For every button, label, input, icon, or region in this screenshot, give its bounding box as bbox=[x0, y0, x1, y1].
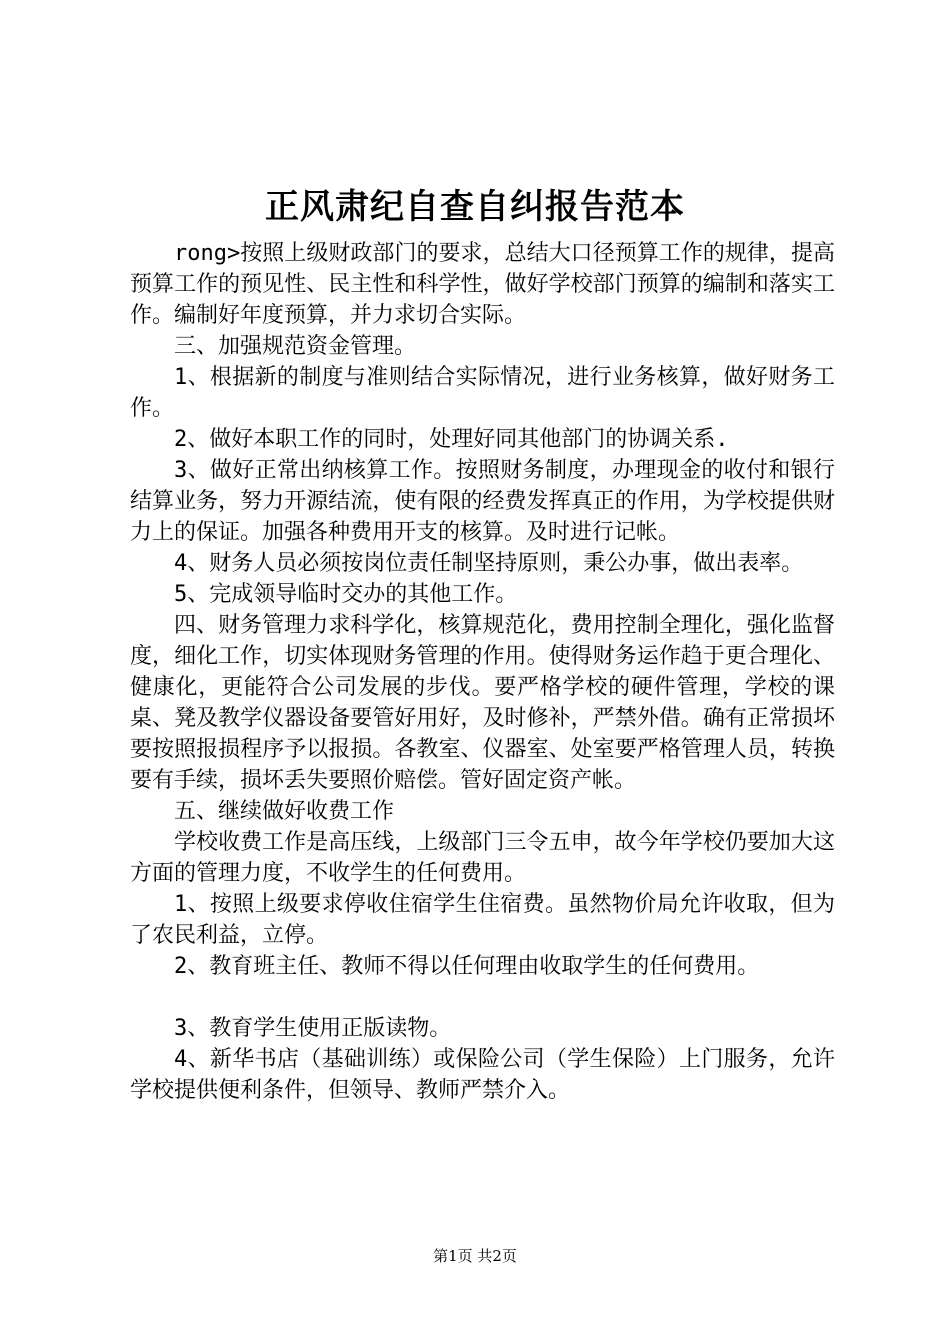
page-number-footer: 第1页 共2页 bbox=[433, 1247, 517, 1265]
paragraph-budget-intro: rong>按照上级财政部门的要求，总结大口径预算工作的规律，提高预算工作的预见性、民主性和科学性，做好学校部门预算的编制和落实工作。编制好年度预算，并力求切合实际。 bbox=[130, 241, 835, 328]
list-item: 2、做好本职工作的同时，处理好同其他部门的协调关系. bbox=[174, 427, 729, 452]
list-item: 2、教育班主任、教师不得以任何理由收取学生的任何费用。 bbox=[174, 954, 760, 979]
list-item: 1、按照上级要求停收住宿学生住宿费。虽然物价局允许收取，但为了农民利益，立停。 bbox=[130, 892, 835, 948]
document-title: 正风肃纪自查自纠报告范本 bbox=[265, 187, 685, 227]
list-item: 1、根据新的制度与准则结合实际情况，进行业务核算，做好财务工作。 bbox=[130, 365, 835, 421]
list-item: 3、做好正常出纳核算工作。按照财务制度，办理现金的收付和银行结算业务，努力开源结流，使有限的经费发挥真正的作用，为学校提供财力上的保证。加强各种费用开支的核算。及时进行记帐。 bbox=[130, 458, 835, 545]
document-body bbox=[130, 238, 835, 1106]
heading-section-five: 五、继续做好收费工作 bbox=[174, 799, 395, 824]
list-item: 3、教育学生使用正版读物。 bbox=[174, 1016, 452, 1041]
heading-section-three: 三、加强规范资金管理。 bbox=[174, 334, 417, 359]
list-item: 5、完成领导临时交办的其他工作。 bbox=[174, 582, 518, 607]
paragraph-fees-intro: 学校收费工作是高压线，上级部门三令五申，故今年学校仍要加大这方面的管理力度，不收学生的任何费用。 bbox=[130, 830, 835, 886]
paragraph-section-four: 四、财务管理力求科学化，核算规范化，费用控制全理化，强化监督度，细化工作，切实体现财务管理的作用。使得财务运作趋于更合理化、健康化，更能符合公司发展的步伐。要严格学校的硬件管理，学校的课桌、凳及教学仪器设备要管好用好，及时修补，严禁外借。确有正常损坏要按照报损程序予以报损。各教室、仪器室、处室要严格管理人员，转换要有手续，损坏丢失要照价赔偿。管好固定资产帐。 bbox=[130, 613, 835, 793]
list-item: 4、新华书店（基础训练）或保险公司（学生保险）上门服务，允许学校提供便利条件，但领导、教师严禁介入。 bbox=[130, 1047, 835, 1103]
list-item: 4、财务人员必须按岗位责任制坚持原则，秉公办事，做出表率。 bbox=[174, 551, 804, 576]
